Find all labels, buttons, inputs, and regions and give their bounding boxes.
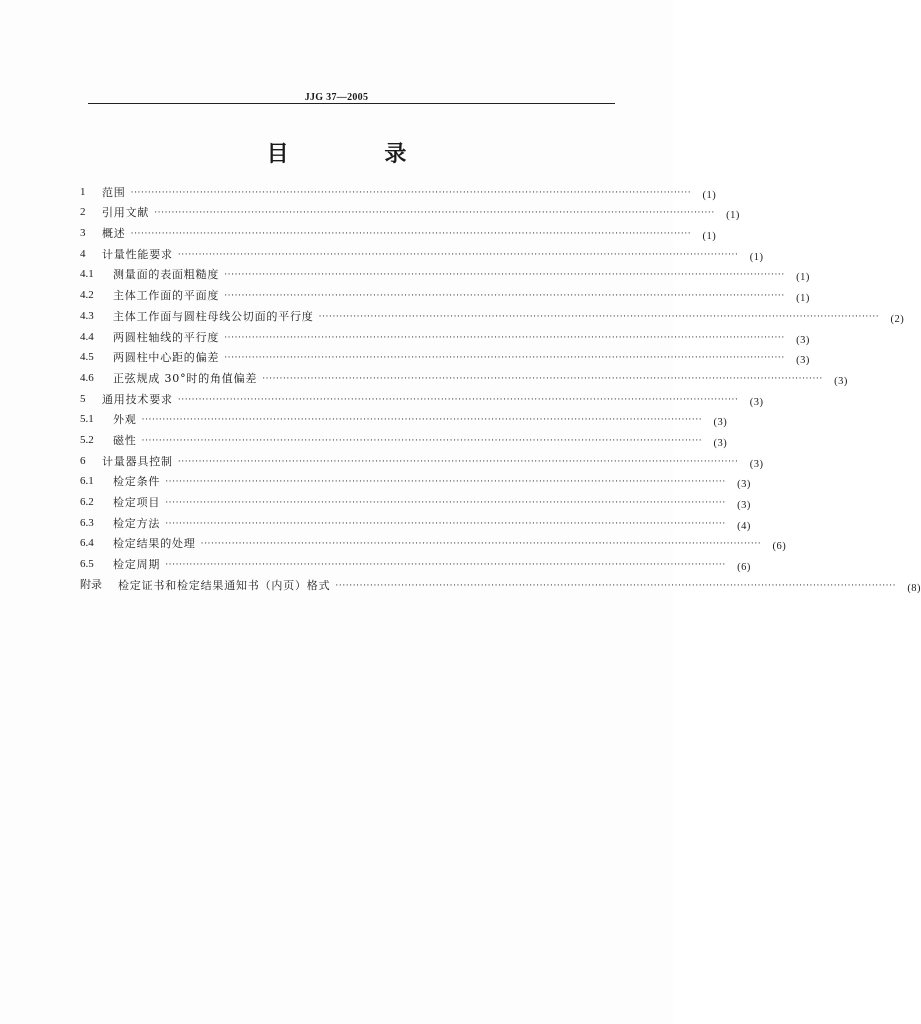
toc-entry-title: 通用技术要求 [102,392,173,406]
toc-entry-number: 5.2 [80,433,94,446]
toc-entry-title: 两圆柱中心距的偏差 [113,351,220,365]
toc-entry-title: 检定方法 [113,516,161,530]
toc-leader-dots: ·································································································································································· [262,373,823,384]
toc-entry-title: 范围 [102,185,126,199]
toc-entry-title: 主体工作面与圆柱母线公切面的平行度 [113,309,314,323]
toc-leader-dots: ·································································································································································· [224,332,785,343]
toc-leader-dots: ·································································································································································· [177,394,739,405]
toc-entry[interactable] [80,406,728,429]
toc-entry[interactable] [80,261,810,284]
toc-entry-number: 附录 [80,578,102,591]
toc-entry-number: 4.3 [80,309,94,322]
toc-entry[interactable] [80,530,787,553]
toc-entry[interactable] [80,323,810,346]
toc-entry-page: (6) [737,562,751,574]
toc-leader-dots: ·································································································································································· [165,498,726,508]
toc-entry[interactable] [80,385,764,408]
toc-entry[interactable] [80,488,751,511]
toc-entry-number: 3 [80,227,86,240]
toc-entry-number: 1 [80,185,86,198]
toc-leader-dots: ·································································································································································· [200,539,762,550]
toc-entry-title: 计量器具控制 [102,454,173,468]
toc-entry-number: 2 [80,206,86,219]
toc-entry[interactable] [80,426,728,449]
toc-entry-page: (3) [737,479,751,491]
toc-leader-dots: ·································································································································································· [141,435,703,446]
toc-entry-page: (3) [796,355,810,367]
toc-entry-number: 6.3 [80,516,94,529]
toc-entry-title: 检定周期 [113,558,161,572]
toc-entry-title: 外观 [113,413,137,427]
toc-leader-dots: ·································································································································································· [318,311,880,322]
toc-entry-page: (1) [749,251,764,263]
toc-entry-title: 检定项目 [113,496,161,509]
toc-entry-title: 计量性能要求 [102,247,173,261]
toc-title: 目 录 [266,141,451,167]
toc-entry[interactable] [80,468,751,491]
toc-leader-dots: ·································································································································································· [165,477,726,488]
toc-entry-page: (3) [834,375,848,387]
toc-entry-page: (3) [713,437,728,449]
toc-leader-dots: ·································································································································································· [224,353,785,364]
toc-entry-title: 磁性 [113,433,137,447]
toc-entry[interactable] [80,178,717,201]
toc-leader-dots: ·································································································································································· [177,456,739,467]
toc-entry-page: (1) [726,210,740,222]
toc-entry-number: 4 [80,247,86,260]
toc-entry-page: (2) [890,313,905,325]
toc-entry-number: 6.4 [80,537,94,550]
toc-entry-page: (1) [702,231,717,243]
toc-entry-number: 4.5 [80,351,94,364]
toc-entry-page: (3) [737,500,751,511]
toc-leader-dots: ·································································································································································· [154,208,715,219]
toc-entry[interactable] [80,364,848,387]
standard-code: JJG 37—2005 [304,92,369,103]
toc-entry-title: 概述 [102,227,126,241]
toc-entry-page: (4) [737,520,751,532]
toc-entry-title: 检定证书和检定结果通知书（内页）格式 [118,578,331,592]
toc-entry-number: 5 [80,392,86,405]
toc-leader-dots: ·································································································································································· [335,580,897,591]
header-rule [88,103,615,104]
toc-leader-dots: ·································································································································································· [130,229,692,240]
toc-leader-dots: ·································································································································································· [165,518,726,529]
toc-entry-number: 6.2 [80,496,94,508]
table-of-contents [80,178,921,594]
toc-leader-dots: ·································································································································································· [177,249,739,260]
toc-entry-page: (6) [772,541,787,553]
toc-leader-dots: ·································································································································································· [130,187,692,198]
toc-entry[interactable] [80,509,751,532]
toc-entry-number: 4.1 [80,268,94,281]
toc-entry-page: (8) [907,582,921,594]
toc-entry-page: (1) [702,189,717,201]
toc-entry-title: 检定条件 [113,475,161,489]
toc-leader-dots: ·································································································································································· [141,415,703,426]
toc-entry-number: 6.1 [80,475,94,488]
toc-entry-page: (3) [796,334,810,346]
toc-entry-title: 正弦规成 30°时的角值偏差 [113,371,258,385]
toc-entry-title: 两圆柱轴线的平行度 [113,330,220,344]
toc-entry[interactable] [80,219,717,243]
toc-entry-page: (3) [713,417,728,429]
toc-entry[interactable] [80,240,764,263]
toc-leader-dots: ·································································································································································· [165,560,726,571]
toc-entry-page: (3) [749,458,764,470]
toc-entry[interactable] [80,344,810,367]
toc-entry-number: 5.1 [80,413,94,426]
toc-entry[interactable] [80,571,921,594]
toc-entry-page: (1) [796,293,810,305]
toc-entry-number: 4.4 [80,330,94,343]
toc-entry-title: 测量面的表面粗糙度 [113,268,220,282]
toc-entry-title: 引用文献 [102,206,150,220]
toc-entry-page: (1) [796,272,810,284]
toc-entry-title: 主体工作面的平面度 [113,289,220,303]
toc-entry-title: 检定结果的处理 [113,537,196,551]
toc-entry[interactable] [80,199,740,222]
toc-entry-number: 6.5 [80,558,94,571]
toc-entry[interactable] [80,281,810,305]
toc-entry-number: 4.2 [80,289,94,302]
toc-entry[interactable] [80,447,764,470]
toc-entry[interactable] [80,302,905,325]
toc-entry[interactable] [80,550,751,574]
toc-entry-page: (3) [749,396,764,408]
toc-leader-dots: ·································································································································································· [224,291,785,302]
toc-leader-dots: ·································································································································································· [224,270,785,281]
toc-entry-number: 6 [80,454,86,467]
toc-entry-number: 4.6 [80,371,94,384]
